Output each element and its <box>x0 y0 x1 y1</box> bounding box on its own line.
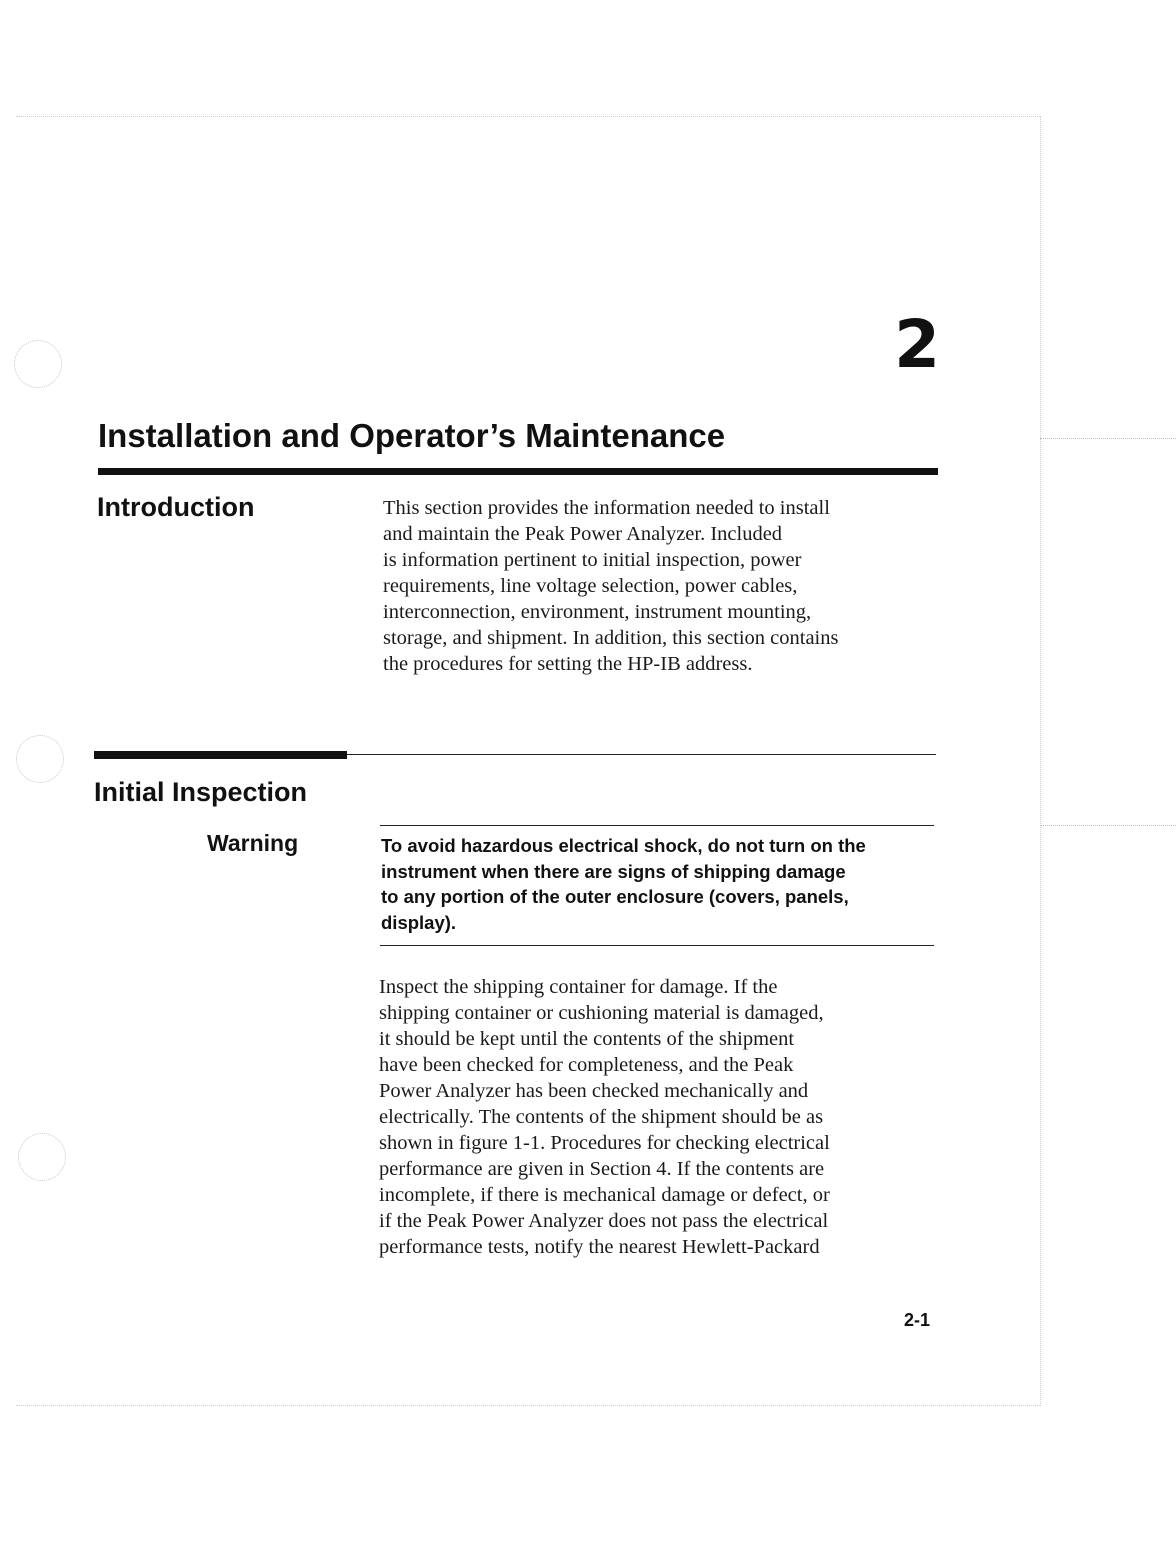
paragraph-line: requirements, line voltage selection, power cables, <box>383 575 798 597</box>
paragraph-line: storage, and shipment. In addition, this section contains <box>383 627 839 649</box>
paragraph-line: the procedures for setting the HP-IB address. <box>383 653 753 675</box>
paragraph-line: shown in figure 1-1. Procedures for checking electrical <box>379 1132 830 1154</box>
chapter-title: Installation and Operator’s Maintenance <box>98 417 726 454</box>
paragraph-line: it should be kept until the contents of the shipment <box>379 1028 795 1050</box>
introduction-heading: Introduction <box>97 492 255 522</box>
paragraph-line: Power Analyzer has been checked mechanically and <box>379 1080 809 1102</box>
introduction-paragraph <box>383 495 838 677</box>
paragraph-line: This section provides the information needed to install <box>383 497 830 519</box>
punch-hole <box>16 735 64 783</box>
paragraph-line: incomplete, if there is mechanical damage or defect, or <box>379 1184 830 1206</box>
punch-hole <box>14 340 62 388</box>
warning-line: To avoid hazardous electrical shock, do not turn on the <box>381 835 866 856</box>
chapter-number: 2 <box>894 306 940 383</box>
index-tab-edge <box>1040 825 1176 826</box>
section-rule-thick <box>94 751 347 759</box>
warning-top-rule <box>380 825 934 826</box>
paragraph-line: performance tests, notify the nearest Hewlett-Packard <box>379 1236 820 1258</box>
paragraph-line: is information pertinent to initial inspection, power <box>383 549 802 571</box>
paragraph-line: shipping container or cushioning material is damaged, <box>379 1002 824 1024</box>
warning-line: to any portion of the outer enclosure (covers, panels, <box>381 886 849 907</box>
warning-bottom-rule <box>380 945 934 946</box>
inspection-paragraph <box>379 974 830 1260</box>
paragraph-line: electrically. The contents of the shipment should be as <box>379 1106 824 1128</box>
page-edge-right <box>1040 116 1041 1406</box>
paragraph-line: if the Peak Power Analyzer does not pass the electrical <box>379 1210 829 1232</box>
page-number: 2-1 <box>903 1310 930 1330</box>
paragraph-line: interconnection, environment, instrument mounting, <box>383 601 812 623</box>
page-edge-top <box>16 116 1040 117</box>
index-tab-edge <box>1040 438 1176 439</box>
warning-line: instrument when there are signs of shipping damage <box>381 860 846 882</box>
page-edge-bottom <box>16 1405 1040 1406</box>
paragraph-line: have been checked for completeness, and the Peak <box>379 1054 794 1076</box>
punch-hole <box>18 1133 66 1181</box>
warning-label: Warning <box>207 830 299 856</box>
initial-inspection-heading: Initial Inspection <box>94 777 308 807</box>
paragraph-line: performance are given in Section 4. If the contents are <box>379 1158 825 1180</box>
section-rule-thin <box>347 754 936 755</box>
paragraph-line: Inspect the shipping container for damage. If the <box>379 976 778 998</box>
chapter-title-rule <box>98 468 938 475</box>
warning-line: display). <box>381 911 457 933</box>
warning-text <box>381 833 866 935</box>
paragraph-line: and maintain the Peak Power Analyzer. Included <box>383 523 783 545</box>
